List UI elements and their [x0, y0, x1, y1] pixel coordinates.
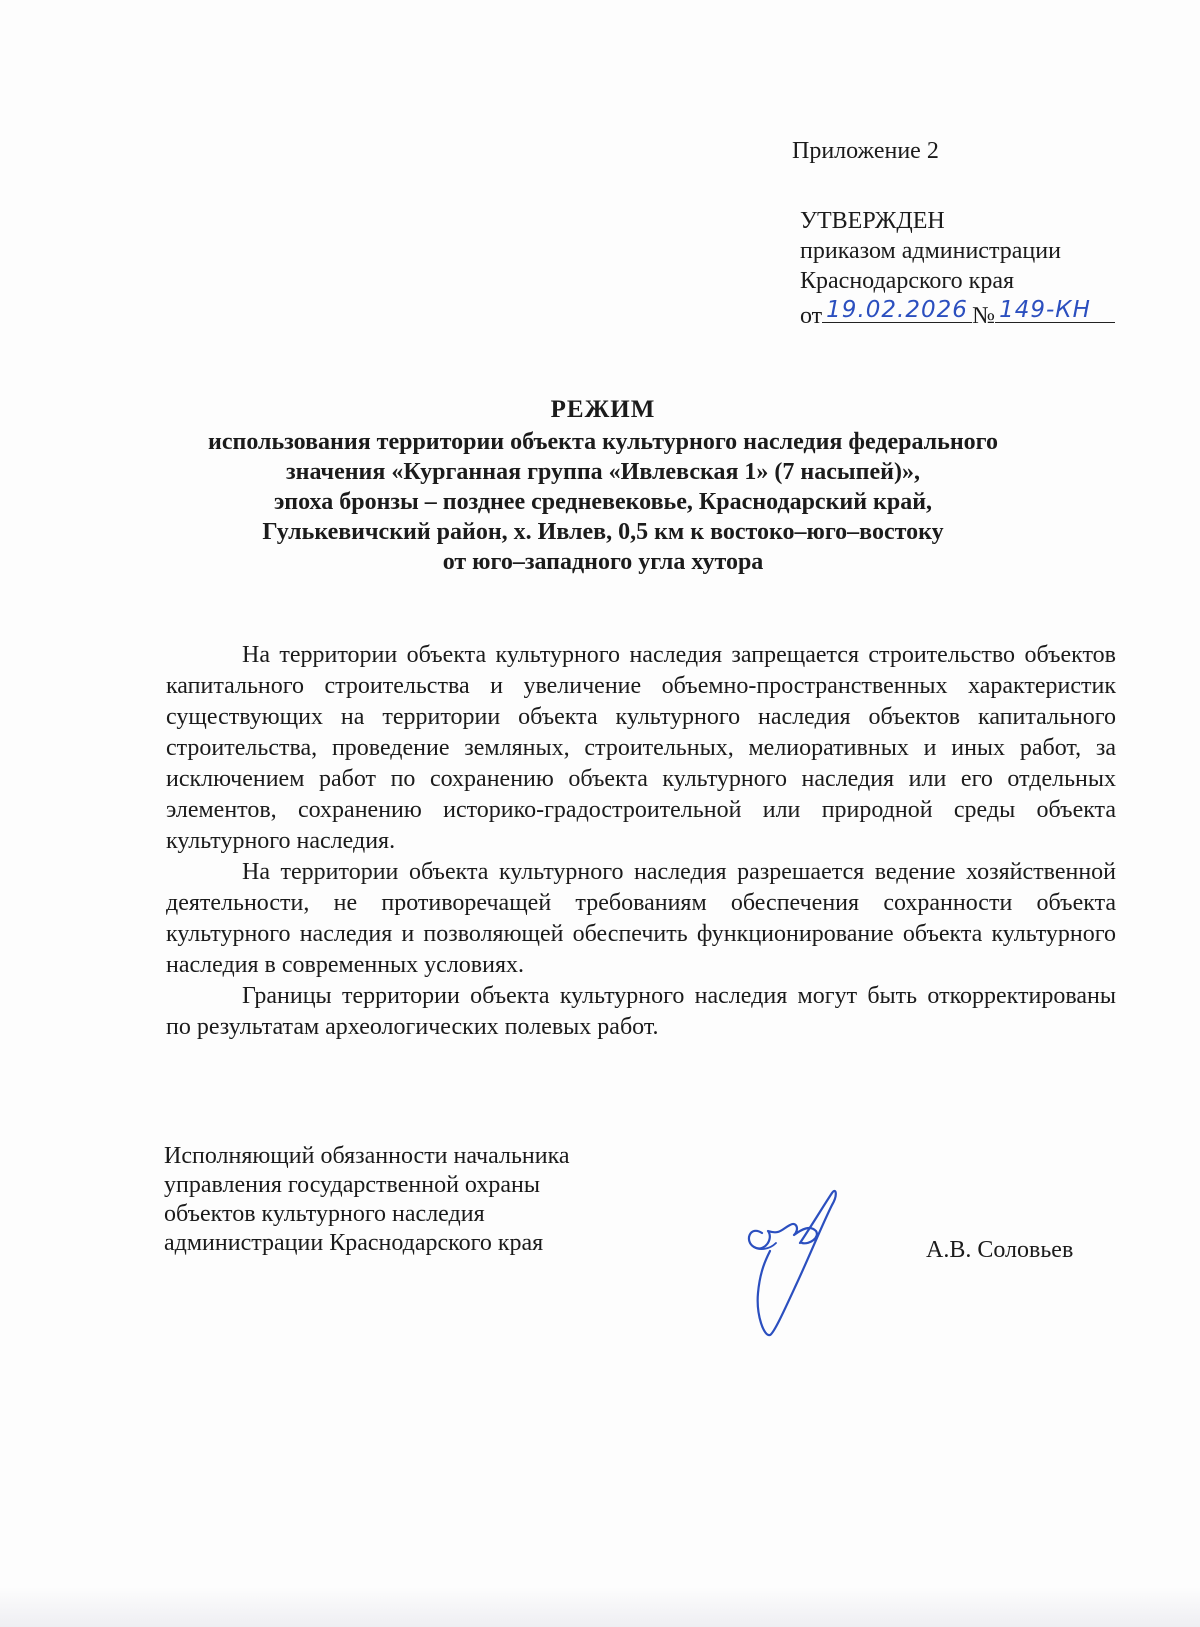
document-body	[166, 640, 1116, 1043]
approval-line-1: приказом администрации	[800, 238, 1061, 264]
position-line-4: администрации Краснодарского края	[164, 1230, 544, 1256]
approval-line-2: Краснодарского края	[800, 268, 1015, 294]
heading-line-1: использования территории объекта культурного наследия федерального	[208, 429, 998, 455]
handwritten-number: 149-КН	[999, 297, 1091, 323]
body-paragraph-2: На территории объекта культурного наследия разрешается ведение хозяйственной деятельности, не противоречащей требованиям обеспечения сохранности объекта культурного наследия и позволяющей обеспечить функционирование объекта культурного наследия в современных условиях.	[166, 859, 1116, 978]
handwritten-signature	[740, 1185, 850, 1345]
order-date-number-line	[800, 296, 1180, 331]
number-prefix: №	[972, 303, 996, 329]
date-blank	[822, 296, 972, 323]
signer-name: А.В. Соловьев	[926, 1237, 1074, 1263]
document-heading	[150, 395, 1056, 577]
approval-status: УТВЕРЖДЕН	[800, 208, 945, 234]
signatory-position	[164, 1142, 570, 1258]
body-paragraph-1: На территории объекта культурного наследия запрещается строительство объектов капитального строительства и увеличение объемно-пространственных характеристик существующих на территории объекта культурного наследия объектов капитального строительства, проведение земляных, строительных, мелиоративных и иных работ, за исключением работ по сохранению объекта культурного наследия или его отдельных элементов, сохранению историко-градостроительной или природной среды объекта культурного наследия.	[166, 642, 1116, 854]
appendix-label: Приложение 2	[792, 138, 939, 164]
handwritten-date: 19.02.2026	[826, 297, 968, 323]
date-prefix: от	[800, 303, 823, 329]
number-blank	[995, 296, 1115, 323]
heading-line-2: значения «Курганная группа «Ивлевская 1» (7 насыпей)»,	[286, 459, 920, 485]
heading-line-5: от юго–западного угла хутора	[442, 549, 764, 575]
approval-block	[800, 206, 1180, 331]
heading-line-3: эпоха бронзы – позднее средневековье, Краснодарский край,	[273, 489, 933, 515]
position-line-2: управления государственной охраны	[164, 1172, 540, 1198]
heading-line-4: Гулькевичский район, х. Ивлев, 0,5 км к востоко–юго–востоку	[262, 519, 944, 545]
heading-title: РЕЖИМ	[550, 396, 656, 423]
body-paragraph-3: Границы территории объекта культурного наследия могут быть откорректированы по результатам археологических полевых работ.	[166, 983, 1116, 1040]
scan-shadow	[0, 1587, 1200, 1627]
position-line-3: объектов культурного наследия	[164, 1201, 485, 1227]
position-line-1: Исполняющий обязанности начальника	[164, 1143, 570, 1169]
